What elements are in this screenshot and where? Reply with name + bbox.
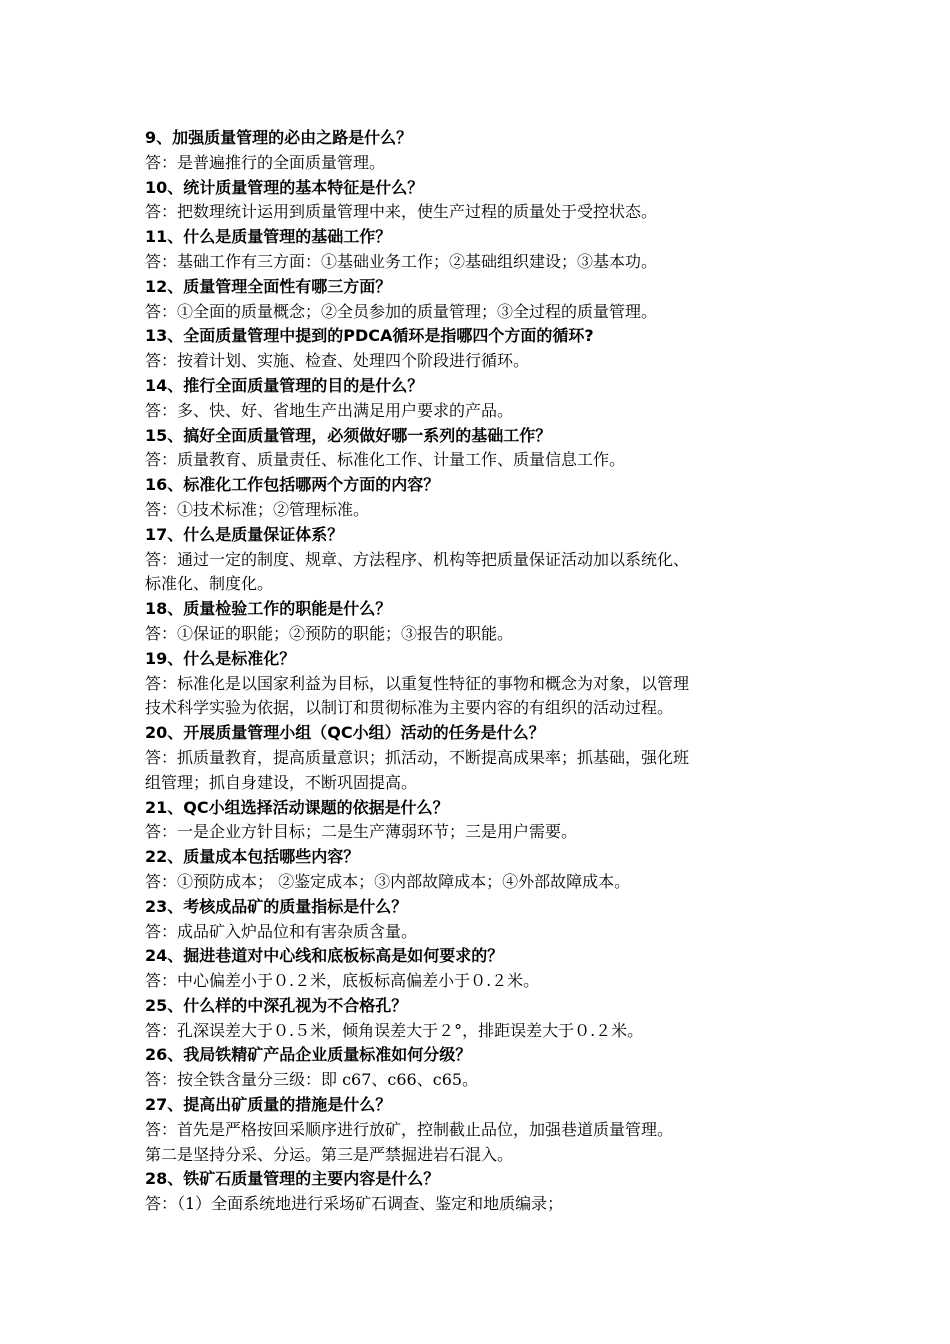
answer-text: 第二是坚持分采、分运。第三是严禁掘进岩石混入。: [145, 1144, 514, 1164]
answer-text: 答：一是企业方针目标；二是生产薄弱环节；三是用户需要。: [145, 822, 578, 842]
answer-text: 答：是普遍推行的全面质量管理。: [145, 152, 386, 172]
question-text: 24、掘进巷道对中心线和底板标高是如何要求的？: [145, 946, 504, 966]
question-text: 25、什么样的中深孔视为不合格孔？: [145, 995, 408, 1015]
answer-text: 技术科学实验为依据，以制订和贯彻标准为主要内容的有组织的活动过程。: [145, 698, 674, 718]
question-text: 15、搞好全面质量管理，必须做好哪一系列的基础工作？: [145, 425, 552, 445]
question-text: 19、什么是标准化？: [145, 648, 296, 668]
question-text: 13、全面质量管理中提到的PDCA循环是指哪四个方面的循环?: [145, 326, 594, 346]
qa-item: [145, 721, 810, 795]
question-text: 10、统计质量管理的基本特征是什么？: [145, 177, 424, 197]
qa-item: [145, 324, 810, 374]
qa-item: [145, 1043, 810, 1093]
answer-text: 标准化、制度化。: [145, 574, 274, 594]
answer-text: 答：通过一定的制度、规章、方法程序、机构等把质量保证活动加以系统化、: [145, 549, 690, 569]
qa-item: [145, 1093, 810, 1167]
qa-item: [145, 225, 810, 275]
question-text: 20、开展质量管理小组（QC小组）活动的任务是什么？: [145, 723, 545, 743]
question-text: 14、推行全面质量管理的目的是什么？: [145, 375, 424, 395]
qa-item: [145, 647, 810, 721]
question-text: 18、质量检验工作的职能是什么？: [145, 599, 392, 619]
qa-item: [145, 523, 810, 597]
question-text: 16、标准化工作包括哪两个方面的内容？: [145, 475, 440, 495]
answer-text: 答：成品矿入炉品位和有害杂质含量。: [145, 921, 418, 941]
question-text: 26、我局铁精矿产品企业质量标准如何分级？: [145, 1045, 472, 1065]
answer-text: 答：按着计划、实施、检查、处理四个阶段进行循环。: [145, 351, 530, 371]
qa-item: [145, 424, 810, 474]
answer-text: 答：①全面的质量概念；②全员参加的质量管理；③全过程的质量管理。: [145, 301, 658, 321]
question-text: 12、质量管理全面性有哪三方面？: [145, 276, 392, 296]
question-text: 11、什么是质量管理的基础工作？: [145, 227, 392, 247]
answer-text: 答：抓质量教育，提高质量意识；抓活动，不断提高成果率；抓基础，强化班: [145, 747, 690, 767]
qa-item: [145, 944, 810, 994]
answer-text: 答：①技术标准；②管理标准。: [145, 499, 370, 519]
question-text: 28、铁矿石质量管理的主要内容是什么？: [145, 1169, 440, 1189]
answer-text: 答：首先是严格按回采顺序进行放矿，控制截止品位，加强巷道质量管理。: [145, 1119, 674, 1139]
answer-text: 答：把数理统计运用到质量管理中来，使生产过程的质量处于受控状态。: [145, 202, 658, 222]
question-text: 21、QC小组选择活动课题的依据是什么？: [145, 797, 449, 817]
qa-item: [145, 473, 810, 523]
answer-text: 答：质量教育、质量责任、标准化工作、计量工作、质量信息工作。: [145, 450, 626, 470]
answer-text: 答：基础工作有三方面：①基础业务工作；②基础组织建设；③基本功。: [145, 251, 658, 271]
question-text: 27、提高出矿质量的措施是什么？: [145, 1095, 392, 1115]
question-text: 17、什么是质量保证体系？: [145, 524, 344, 544]
question-text: 23、考核成品矿的质量指标是什么？: [145, 896, 408, 916]
answer-text: 答：①预防成本； ②鉴定成本；③内部故障成本；④外部故障成本。: [145, 871, 631, 891]
answer-text: 答：标准化是以国家利益为目标，以重复性特征的事物和概念为对象，以管理: [145, 673, 690, 693]
answer-text: 答：中心偏差小于０.２米，底板标高偏差小于０.２米。: [145, 971, 540, 991]
qa-item: [145, 845, 810, 895]
answer-text: 答：多、快、好、省地生产出满足用户要求的产品。: [145, 400, 514, 420]
qa-item: [145, 1167, 810, 1217]
answer-text: 组管理；抓自身建设，不断巩固提高。: [145, 772, 418, 792]
answer-text: 答：①保证的职能；②预防的职能；③报告的职能。: [145, 623, 514, 643]
qa-item: [145, 994, 810, 1044]
answer-text: 答：按全铁含量分三级：即 c67、c66、c65。: [145, 1070, 479, 1090]
qa-item: [145, 796, 810, 846]
answer-text: 答：孔深误差大于０.５米，倾角误差大于２°，排距误差大于０.２米。: [145, 1020, 644, 1040]
answer-text: 答：（1）全面系统地进行采场矿石调查、鉴定和地质编录；: [145, 1194, 564, 1214]
qa-item: [145, 374, 810, 424]
question-text: 9、加强质量管理的必由之路是什么？: [145, 128, 413, 147]
qa-item: [145, 126, 810, 176]
qa-item: [145, 176, 810, 226]
question-text: 22、质量成本包括哪些内容？: [145, 847, 360, 867]
qa-item: [145, 895, 810, 945]
document-page: [145, 126, 810, 1217]
qa-item: [145, 275, 810, 325]
qa-item: [145, 597, 810, 647]
